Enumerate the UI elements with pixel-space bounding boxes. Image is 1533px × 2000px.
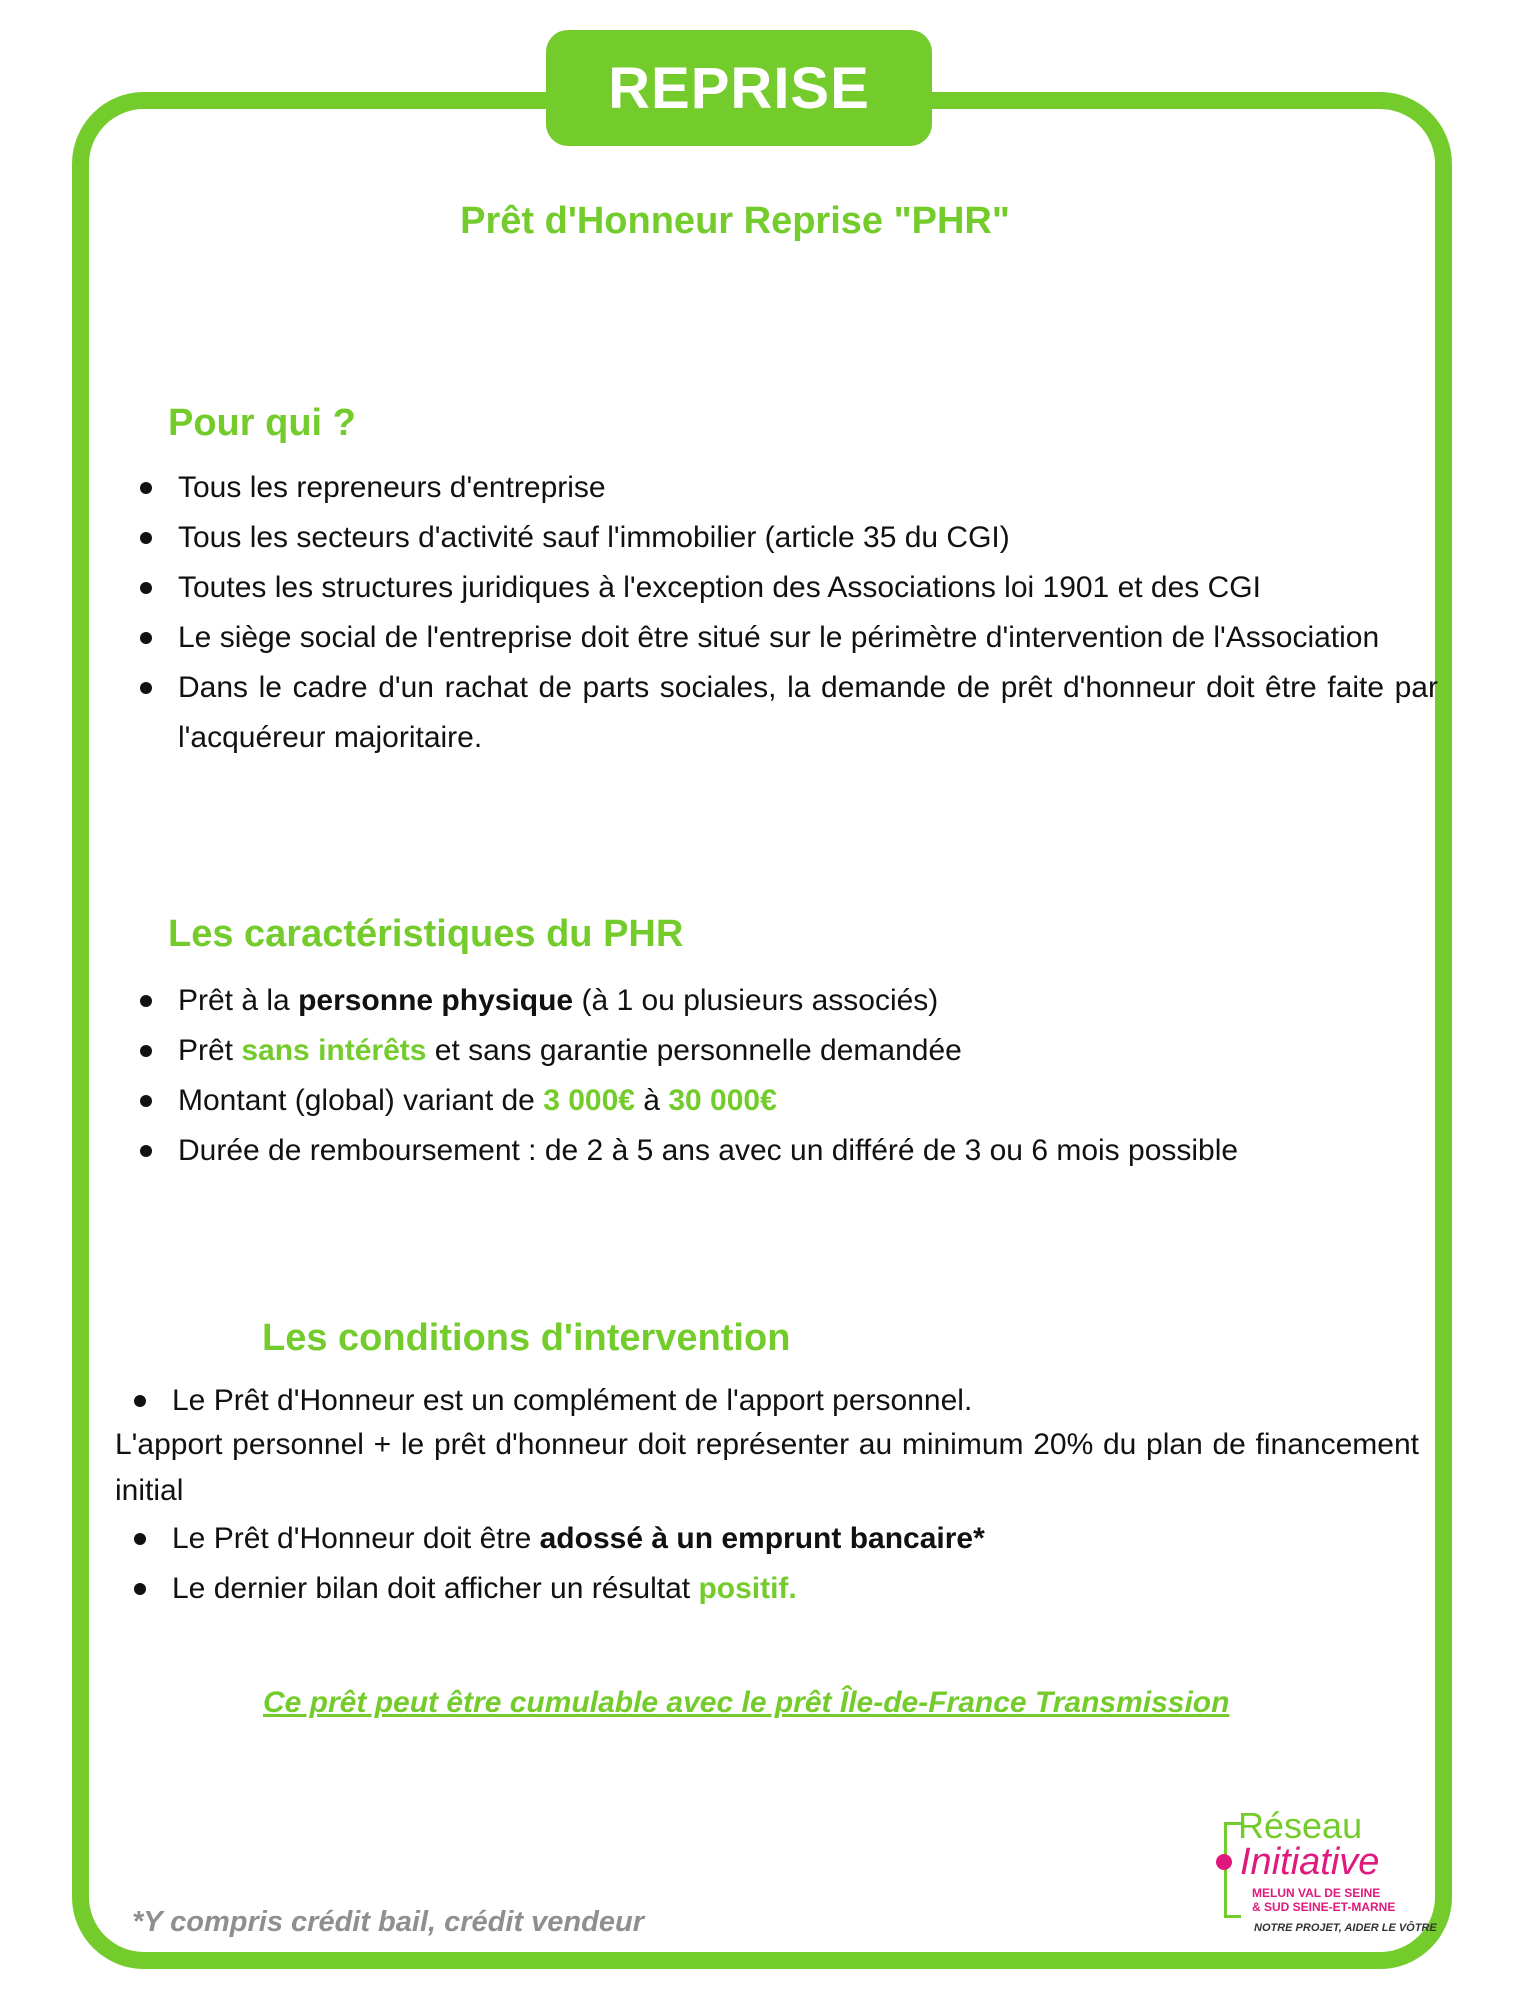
logo-subtitle-line-1: MELUN VAL DE SEINE [1252, 1886, 1381, 1900]
logo-line-2: Initiative [1240, 1841, 1380, 1883]
logo-subtitle-line-2: & SUD SEINE-ET-MARNE [1252, 1900, 1396, 1914]
amount-min: 3 000€ [543, 1084, 635, 1117]
reseau-initiative-logo [1212, 1805, 1437, 1956]
section-heading-caracteristiques: Les caractéristiques du PHR [168, 913, 684, 955]
list-item: Le siège social de l'entreprise doit être situé sur le périmètre d'intervention de l'Association [138, 613, 1438, 663]
list-item [138, 1076, 1438, 1126]
list-item: Toutes les structures juridiques à l'exception des Associations loi 1901 et des CGI [138, 563, 1438, 613]
conditions-list-2 [132, 1514, 1432, 1614]
logo-line-1: Réseau [1238, 1805, 1363, 1846]
conditions-list-1 [132, 1376, 1432, 1426]
list-item: Dans le cadre d'un rachat de parts sociales, la demande de prêt d'honneur doit être faite par l'acquéreur majoritaire. [138, 663, 1438, 763]
list-item [132, 1564, 1432, 1614]
text-segment: Prêt à la [178, 984, 299, 1017]
amount-max: 30 000€ [668, 1084, 777, 1117]
bold-text: adossé à un emprunt bancaire* [539, 1522, 985, 1555]
section-heading-pour-qui: Pour qui ? [168, 402, 356, 444]
footnote: *Y compris crédit bail, crédit vendeur [132, 1906, 644, 1938]
section-heading-conditions: Les conditions d'intervention [262, 1317, 791, 1359]
list-item [132, 1514, 1432, 1564]
conditions-paragraph: L'apport personnel + le prêt d'honneur doit représenter au minimum 20% du plan de financement initial [115, 1428, 1419, 1507]
logo-slogan: NOTRE PROJET, AIDER LE VÔTRE [1254, 1922, 1437, 1934]
banner-label: REPRISE [608, 55, 870, 121]
page-title: Prêt d'Honneur Reprise "PHR" [460, 200, 1010, 242]
highlight-text: positif. [698, 1572, 797, 1605]
text-segment: (à 1 ou plusieurs associés) [573, 984, 939, 1017]
list-item: Le Prêt d'Honneur est un complément de l'apport personnel. [132, 1376, 1432, 1426]
pour-qui-list [138, 463, 1438, 763]
reprise-banner [546, 30, 932, 146]
list-item [138, 1026, 1438, 1076]
highlight-text: sans intérêts [241, 1034, 427, 1067]
text-segment: à [634, 1084, 669, 1117]
text-segment: Montant (global) variant de [178, 1084, 544, 1117]
list-item: Durée de remboursement : de 2 à 5 ans avec un différé de 3 ou 6 mois possible [138, 1126, 1438, 1176]
text-segment: Le Prêt d'Honneur doit être [172, 1522, 540, 1555]
list-item: Tous les secteurs d'activité sauf l'immobilier (article 35 du CGI) [138, 513, 1438, 563]
list-item [138, 976, 1438, 1026]
logo-subtitle [1252, 1886, 1395, 1914]
text-segment: et sans garantie personnelle demandée [426, 1034, 962, 1067]
list-item: Tous les repreneurs d'entreprise [138, 463, 1438, 513]
bold-text: personne physique [298, 984, 574, 1017]
cumul-note: Ce prêt peut être cumulable avec le prêt Île-de-France Transmission [263, 1686, 1230, 1719]
logo-dot-icon [1216, 1854, 1232, 1870]
caracteristiques-list [138, 976, 1438, 1176]
text-segment: Le dernier bilan doit afficher un résultat [172, 1572, 699, 1605]
text-segment: Prêt [178, 1034, 242, 1067]
